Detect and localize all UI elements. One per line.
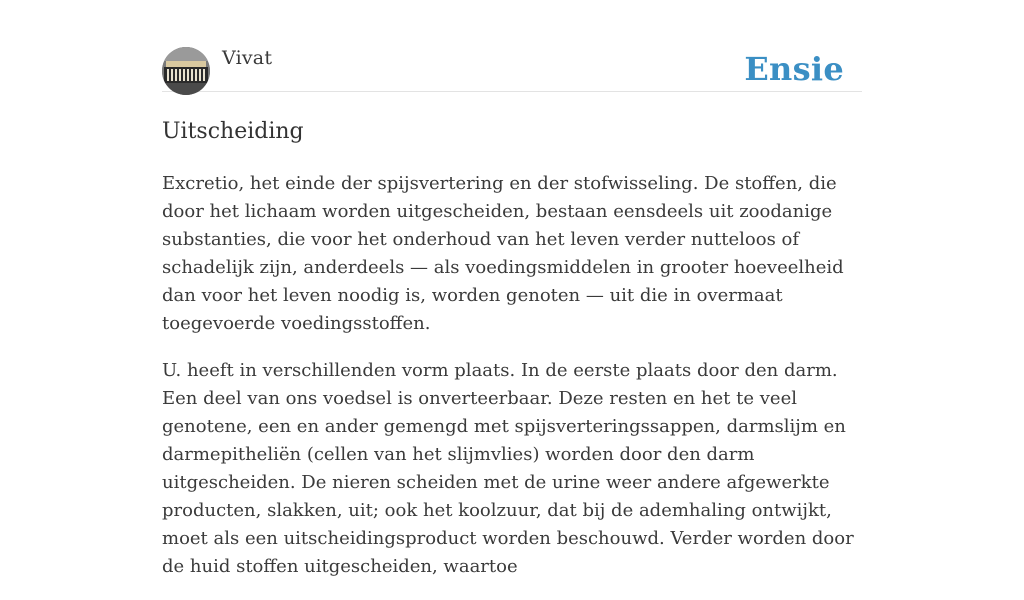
brand-logo[interactable]: Ensie <box>744 50 844 88</box>
typewriter-avatar-icon[interactable] <box>162 47 210 95</box>
article-paragraph: Excretio, het einde der spijsvertering en der stofwisseling. De stoffen, die door het lichaam worden uitgescheiden, bestaan eensdeels uit zoodanige substanties, die voor het onderhoud van het leven verder nutteloos of schadelijk zijn, anderdeels — als voedingsmiddelen in grooter hoeveelheid dan voor het leven noodig is, worden genoten — uit die in overmaat toegevoerde voedingsstoffen. <box>162 173 844 334</box>
header <box>162 0 862 92</box>
article-body <box>162 170 862 581</box>
author-name[interactable]: Vivat <box>222 47 273 69</box>
article-paragraph: U. heeft in verschillenden vorm plaats. In de eerste plaats door den darm. Een deel van ons voedsel is onverteerbaar. Deze resten en het te veel genotene, een en ander gemengd met spijsverteringssappen, darmslijm en darmepitheliën (cellen van het slijmvlies) worden door den darm uitgescheiden. De nieren scheiden met de urine weer andere afgewerkte producten, slakken, uit; ook het koolzuur, dat bij de ademhaling ontwijkt, moet als een uitscheidingsproduct worden beschouwd. Verder worden door de huid stoffen uitgescheiden, waartoe <box>162 360 854 577</box>
page-title: Uitscheiding <box>162 119 304 144</box>
article-page <box>162 0 862 600</box>
